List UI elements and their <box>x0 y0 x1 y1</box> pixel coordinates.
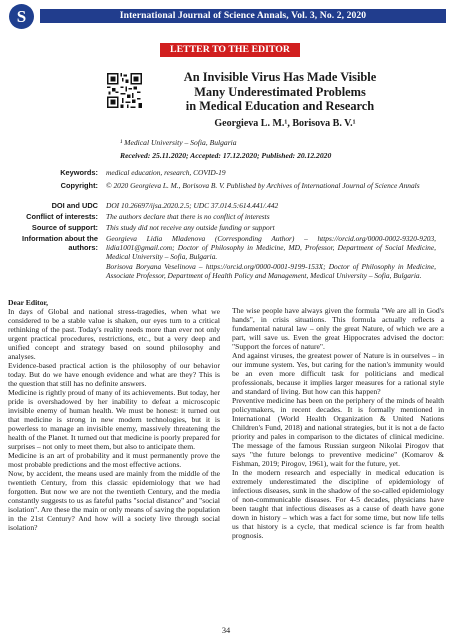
paragraph: In the modern research and especially in medical education is extremely underestimated the discipline of epidemiology of infectious diseases, sunk in the shadow of the so-called epidemiology of non-communicable diseases. For 4-5 decades, physicians have been taught that infectious diseases as a cause of death have gone down in history – which was a fact for some time, but now life tells us that history is a cycle, that medical science is far from health prognosis. <box>232 468 444 540</box>
meta-value: © 2020 Georgieva L. M., Borisova B. V. Published by Archives of International Journal of Science Annals <box>106 181 420 190</box>
page-number: 34 <box>221 626 231 635</box>
meta-value: The authors declare that there is no conflict of interests <box>106 212 270 221</box>
paragraph: Medicine is rightly proud of many of its achievements. But today, her pride is overshadowed by her inability to defeat a microscopic invisible enemy of human health. We must be honest: it turned out that medicine is strong in new modern technologies, but it is powerless to manage an invisible enemy, massively threatening the health of the Planet. It turned out that medicine is poorly prepared for surprises – not only to meet them, but also to anticipate them. <box>8 388 220 451</box>
article-authors: Georgieva L. M.¹, Borisova B. V.¹ <box>214 118 356 129</box>
paragraph: Medicine is an art of probability and it must permanently prove the most probable predictions and the most effective actions. <box>8 451 220 469</box>
section-label: LETTER TO THE EDITOR <box>160 43 300 57</box>
meta-key: DOI and UDC <box>51 201 98 210</box>
body-column-right <box>232 306 444 540</box>
title-line: An Invisible Virus Has Made Visible <box>183 70 377 84</box>
paragraph: Now, by accident, the means used are mainly from the middle of the twentieth Century, from this classic epidemiology that we had forgotten. But now we are not the twentieth Century, and the media constantly suggests to us as fateful paths "social distance" and "social isolation". Are these the main or only means of saving the population in the 21st Century? And how will a society live through social isolation? <box>8 469 220 532</box>
paragraph: In days of Global and national stress-tragedies, when what we considered to be a stable value is shaken, our eyes turn to a critical rethinking of the past. Today's reality needs more than ever not only urgent practical procedures, restrictions, etc., but a very deep and unified concept and strategy based on sound philosophy and analyses. <box>8 307 220 361</box>
meta-value: Borisova Boryana Veselinova – https://orcid.org/0000-0001-9199-153X; Doctor of Philosophy in Medicine, Associate Professor, Department of Health Policy and Management, Medical University – Sofia, Bulgaria. <box>106 262 436 280</box>
meta-value: medical education, research, COVID-19 <box>106 168 226 177</box>
meta-key: Keywords: <box>60 168 98 177</box>
paragraph: Evidence-based practical action is the philosophy of our behavior today. But do we have enough evidence and what are they? This is the question that still has no definite answers. <box>8 361 220 388</box>
title-line: in Medical Education and Research <box>185 99 375 113</box>
body-column-left <box>8 298 220 532</box>
paragraph: Preventive medicine has been on the periphery of the minds of health policymakers, in recent decades. It is formally mentioned in International (World Health Organization & United Nations Children's Fund, 2018) and national strategies, but it is not a de facto priority and pales in comparison to the dictates of clinical medicine. The message of the famous Russian surgeon Nikolai Pirogov that says "the future belongs to preventive medicine" (Komarov & Fishman, 2019; Pirogov, 1961), wait for the future, yet. <box>232 396 444 468</box>
meta-value: Georgieva Lidia Mladenova (Corresponding Author) – https://orcid.org/0000-0002-9320-9203, lidia1001@gmail.com; Doctor of Philosophy in Medicine, MD, Professor, Department of Social Medicine, Medical University – Sofia, Bulgaria. <box>106 234 436 261</box>
meta-value: DOI 10.26697/ijsa.2020.2.5; UDC 37.014.5:614.441/.442 <box>106 201 279 210</box>
title-line: Many Underestimated Problems <box>194 84 366 99</box>
author-affiliation: ¹ Medical University – Sofia, Bulgaria <box>120 138 237 147</box>
meta-key: Source of support: <box>31 223 98 232</box>
logo-glyph: S <box>16 7 27 26</box>
meta-key: Copyright: <box>60 181 98 190</box>
meta-value: This study did not receive any outside funding or support <box>106 223 275 232</box>
meta-key: Conflict of interests: <box>26 212 98 221</box>
journal-title: International Journal of Science Annals, Vol. 3, No. 2, 2020 <box>119 10 367 21</box>
meta-key: Information about the authors: <box>22 234 98 252</box>
article-dates: Received: 25.11.2020; Accepted: 17.12.2020; Published: 20.12.2020 <box>120 151 332 160</box>
salutation: Dear Editor, <box>8 298 49 307</box>
paragraph: The wise people have always given the formula "We are all in God's hands", in crisis situations. This formula actually reflects a fundamental natural law – only the great Nature, of which we are a part, will save us. Even the great Hippocrates advised the doctor: "Support the forces of nature". <box>232 306 444 351</box>
paragraph: And against viruses, the greatest power of Nature is in ourselves – in our immune system. Yes, but caring for the nation's immunity would be an even more difficult task for politicians and medical professionals, because it implies larger measures for a rational style and standard of living. But how can this happen? <box>232 351 444 396</box>
